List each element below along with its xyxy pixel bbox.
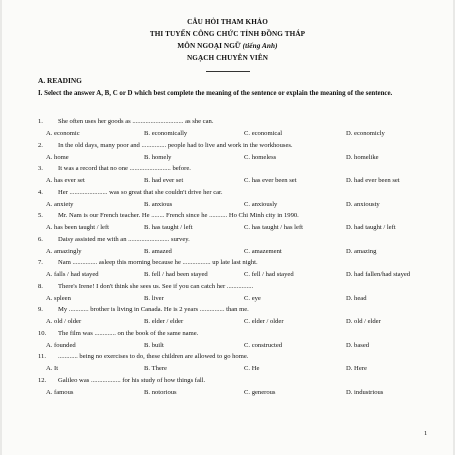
answer-option: C. economical xyxy=(244,130,283,137)
answer-option: B. homely xyxy=(144,153,172,161)
question-text: Daisy assisted me with an ......................... survey. xyxy=(58,235,190,243)
subject-language: (tiếng Anh) xyxy=(242,42,278,50)
question-number: 8. xyxy=(38,282,43,290)
page-number: 1 xyxy=(424,430,428,437)
question-number: 1. xyxy=(38,118,43,125)
answer-option: A. has ever set xyxy=(46,177,85,184)
question-number: 6. xyxy=(38,235,43,243)
question-number: 10. xyxy=(38,329,47,337)
answer-option: A. home xyxy=(46,153,69,161)
question-text: Mr. Nam is our French teacher. He ........ French since he ........... Ho Chi Minh city in 1990. xyxy=(58,212,299,219)
question-number: 3. xyxy=(38,165,43,172)
question-number: 11. xyxy=(38,353,46,360)
answer-option: B. notorious xyxy=(144,388,177,396)
answer-option: D. industrious xyxy=(346,388,384,396)
answer-option: C. has taught / has left xyxy=(244,224,303,231)
answer-option: D. economicly xyxy=(346,130,385,137)
answer-option: D. anxiousty xyxy=(346,200,380,208)
question-number: 4. xyxy=(38,188,43,196)
question-text: My ............ brother is living in Canada. He is 2 years ............... than me. xyxy=(58,306,249,313)
answer-option: B. fell / had been stayed xyxy=(144,271,208,278)
header-line-4: NGẠCH CHUYÊN VIÊN xyxy=(186,54,269,62)
question-number: 5. xyxy=(38,212,43,219)
question-number: 2. xyxy=(38,141,43,149)
answer-option: A. amazingly xyxy=(46,247,82,255)
answer-option: D. old / elder xyxy=(346,318,381,325)
answer-option: B. had ever set xyxy=(144,177,184,184)
answer-option: C. eye xyxy=(244,294,261,302)
question-text: In the old days, many poor and ............... people had to live and work in the workhouses. xyxy=(58,141,293,149)
instruction-text: I. Select the answer A, B, C or D which best complete the meaning of the sentence or explain the meaning of the sentence. xyxy=(38,90,393,97)
question-text: The film was ............. on the book of the same name. xyxy=(58,329,199,337)
answer-option: B. There xyxy=(144,365,167,372)
subject-name: MÔN NGOẠI NGỮ xyxy=(177,42,241,50)
answer-option: A. old / older xyxy=(46,318,82,325)
answer-option: B. liver xyxy=(144,294,164,302)
answer-option: C. generous xyxy=(244,388,276,396)
answer-option: B. built xyxy=(144,341,164,349)
header-line-2: THI TUYỂN CÔNG CHỨC TỈNH ĐỒNG THÁP xyxy=(149,30,306,38)
answer-option: B. has taught / left xyxy=(144,224,193,231)
answer-option: A. It xyxy=(46,365,59,372)
header-line-1: CÂU HỎI THAM KHẢO xyxy=(187,18,268,26)
question-number: 9. xyxy=(38,306,43,313)
answer-option: D. had taught / left xyxy=(346,224,396,231)
answer-option: D. homelike xyxy=(346,153,379,161)
answer-option: D. had ever been set xyxy=(346,177,400,184)
answer-option: D. had fallen/had stayed xyxy=(346,271,411,278)
answer-option: C. constructed xyxy=(244,341,283,349)
question-text: Galileo was .................. for his study of how things fall. xyxy=(58,376,206,384)
answer-option: A. has been taught / left xyxy=(46,224,109,231)
question-text: There's Irene! I don't think she sees us. See if you can catch her ................ xyxy=(58,282,254,290)
answer-option: C. He xyxy=(244,365,260,372)
question-text: ............ being no exercises to do, these children are allowed to go home. xyxy=(58,353,249,360)
answer-option: A. falls / had stayed xyxy=(46,271,99,278)
answer-option: A. famous xyxy=(46,388,74,396)
answer-option: B. amazed xyxy=(144,247,172,255)
question-text: Her ....................... was so great that she couldn't drive her car. xyxy=(58,188,223,196)
answer-option: C. anxiously xyxy=(244,200,278,208)
answer-option: A. spleen xyxy=(46,294,71,302)
answer-option: A. founded xyxy=(46,341,76,349)
header-divider xyxy=(206,71,250,72)
answer-option: C. elder / older xyxy=(244,318,284,325)
question-text: It was a record that no one ......................... before. xyxy=(58,165,191,172)
question-text: Nam ............... asleep this morning because he ................. up late last night. xyxy=(58,259,258,266)
answer-option: C. fell / had stayed xyxy=(244,271,294,278)
answer-option: A. anxiety xyxy=(46,200,74,208)
answer-option: C. has ever been set xyxy=(244,177,297,184)
question-number: 7. xyxy=(38,259,43,266)
question-text: She often uses her goods as ............................... as she can. xyxy=(58,118,214,125)
answer-option: B. elder / elder xyxy=(144,318,184,325)
answer-option: A. economic xyxy=(46,130,80,137)
answer-option: D. amazing xyxy=(346,247,377,255)
section-title: A. READING xyxy=(38,76,82,85)
answer-option: D. based xyxy=(346,341,370,349)
answer-option: C. homeless xyxy=(244,153,277,161)
question-number: 12. xyxy=(38,376,47,384)
answer-option: B. anxious xyxy=(144,200,173,208)
answer-option: C. amazement xyxy=(244,247,282,255)
answer-option: D. Here xyxy=(346,365,367,372)
answer-option: B. economically xyxy=(144,130,188,137)
header-line-3 xyxy=(0,42,455,50)
answer-option: D. head xyxy=(346,294,367,302)
